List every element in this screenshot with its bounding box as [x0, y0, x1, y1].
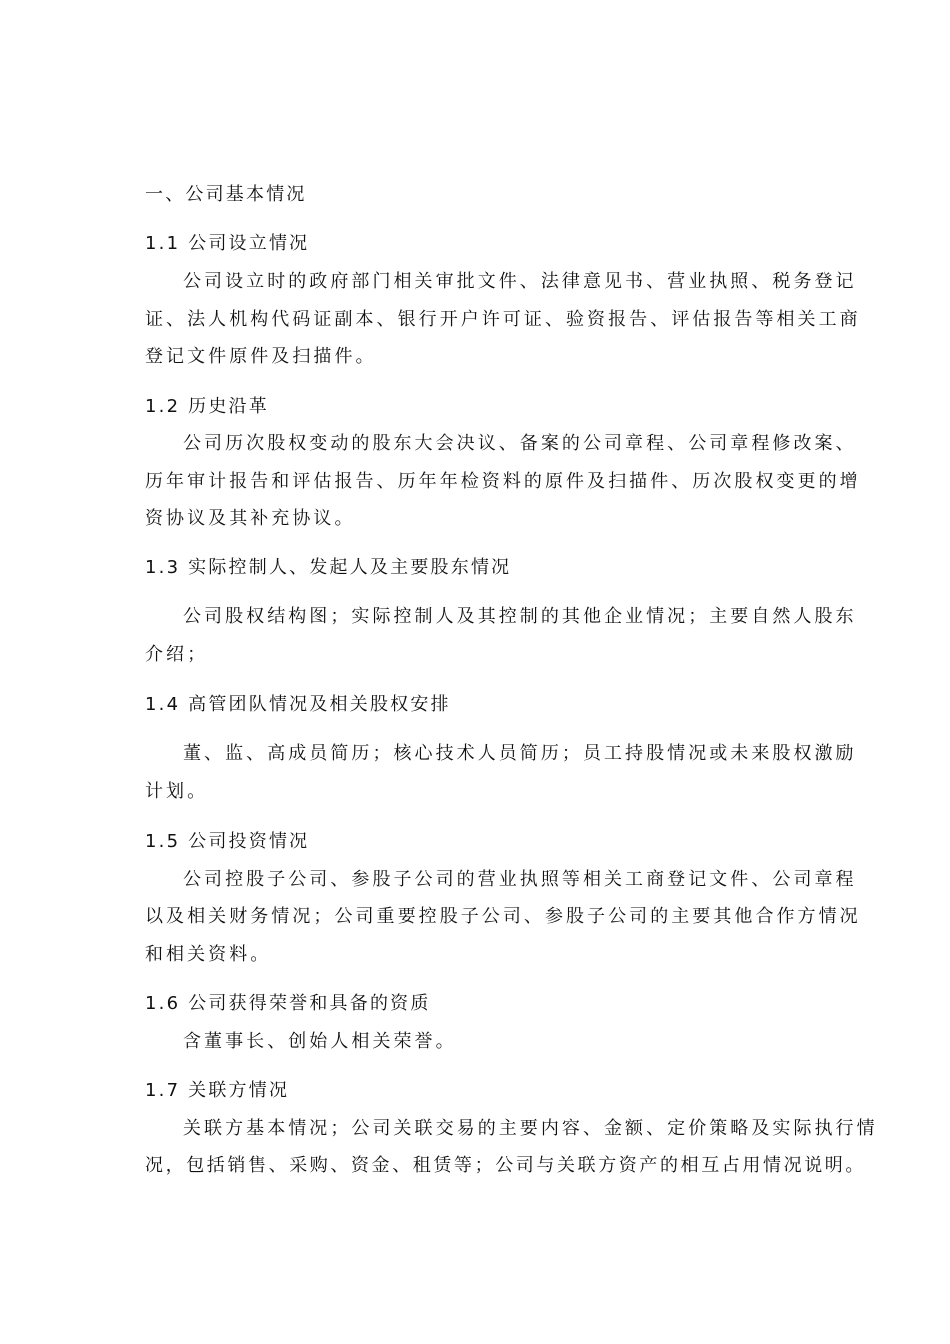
- heading-1-4: 1.4 高管团队情况及相关股权安排: [145, 694, 451, 715]
- paragraph-line: 介绍；: [145, 644, 209, 665]
- heading-1-5: 1.5 公司投资情况: [145, 831, 310, 852]
- paragraph-line: 况，包括销售、采购、资金、租赁等；公司与关联方资产的相互占用情况说明。: [145, 1155, 866, 1176]
- paragraph-line: 以及相关财务情况；公司重要控股子公司、参股子公司的主要其他合作方情况: [145, 906, 861, 927]
- paragraph-line: 公司控股子公司、参股子公司的营业执照等相关工商登记文件、公司章程: [183, 869, 857, 890]
- paragraph-line: 资协议及其补充协议。: [145, 508, 356, 529]
- paragraph-line: 和相关资料。: [145, 944, 272, 965]
- paragraph-line: 公司设立时的政府部门相关审批文件、法律意见书、营业执照、税务登记: [183, 271, 857, 292]
- paragraph-line: 公司股权结构图；实际控制人及其控制的其他企业情况；主要自然人股东: [183, 606, 857, 627]
- paragraph-line: 登记文件原件及扫描件。: [145, 346, 377, 367]
- paragraph-line: 证、法人机构代码证副本、银行开户许可证、验资报告、评估报告等相关工商: [145, 309, 861, 330]
- paragraph-line: 含董事长、创始人相关荣誉。: [183, 1031, 457, 1052]
- heading-1-6: 1.6 公司获得荣誉和具备的资质: [145, 993, 431, 1014]
- paragraph-line: 关联方基本情况；公司关联交易的主要内容、金额、定价策略及实际执行情: [183, 1118, 878, 1139]
- section-title: 一、公司基本情况: [145, 184, 307, 205]
- heading-1-3: 1.3 实际控制人、发起人及主要股东情况: [145, 557, 512, 578]
- paragraph-line: 公司历次股权变动的股东大会决议、备案的公司章程、公司章程修改案、: [183, 433, 857, 454]
- heading-1-2: 1.2 历史沿革: [145, 396, 269, 417]
- paragraph-line: 计划。: [145, 781, 209, 802]
- paragraph-line: 历年审计报告和评估报告、历年年检资料的原件及扫描件、历次股权变更的增: [145, 471, 861, 492]
- paragraph-line: 董、监、高成员简历；核心技术人员简历；员工持股情况或未来股权激励: [183, 743, 857, 764]
- heading-1-7: 1.7 关联方情况: [145, 1080, 290, 1101]
- heading-1-1: 1.1 公司设立情况: [145, 233, 310, 254]
